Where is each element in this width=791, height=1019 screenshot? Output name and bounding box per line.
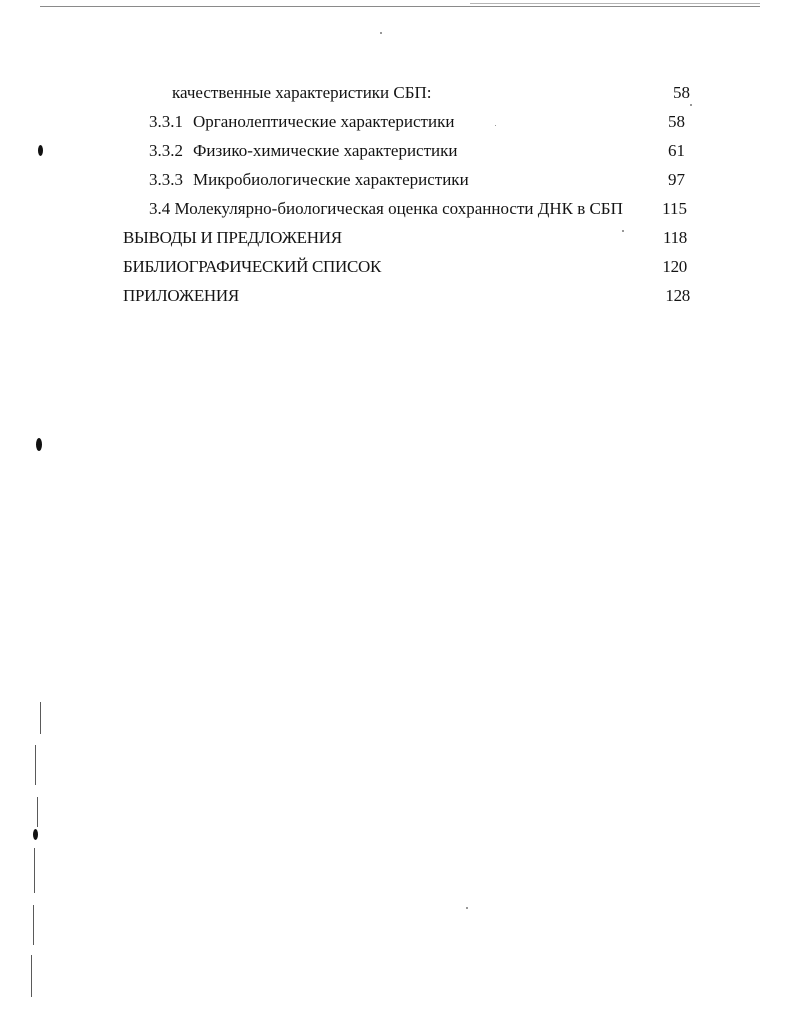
toc-entry bbox=[149, 197, 687, 221]
scan-artifact-edge-line bbox=[35, 745, 36, 785]
toc-entry-page: 118 bbox=[663, 228, 687, 247]
toc-entry-page: 115 bbox=[662, 199, 687, 218]
top-border-line-secondary bbox=[470, 3, 760, 4]
toc-entry bbox=[123, 255, 687, 279]
toc-entry bbox=[149, 168, 685, 192]
scan-artifact-speck bbox=[380, 32, 382, 34]
toc-entry-label: ПРИЛОЖЕНИЯ bbox=[123, 286, 239, 305]
scan-artifact-speck bbox=[622, 230, 624, 232]
scan-artifact-edge-line bbox=[34, 848, 35, 893]
scan-artifact-edge-line bbox=[40, 702, 41, 734]
toc-entry-label: ВЫВОДЫ И ПРЕДЛОЖЕНИЯ bbox=[123, 228, 342, 247]
toc-entry bbox=[172, 81, 690, 105]
toc-entry bbox=[149, 110, 685, 134]
scan-artifact-speck bbox=[690, 104, 692, 106]
toc-entry-label: Физико-химические характеристики bbox=[193, 141, 458, 160]
toc-entry-page: 128 bbox=[665, 286, 690, 305]
toc-entry-label: Микробиологические характеристики bbox=[193, 170, 469, 189]
toc-entry-page: 120 bbox=[662, 257, 687, 276]
toc-entry-page: 58 bbox=[673, 83, 690, 102]
top-border-line bbox=[40, 6, 760, 7]
scan-artifact-edge-line bbox=[37, 797, 38, 827]
scan-artifact-edge-line bbox=[33, 905, 34, 945]
toc-entry-page: 61 bbox=[668, 141, 685, 160]
toc-entry-label: Органолептические характеристики bbox=[193, 112, 455, 131]
toc-entry-number: 3.3.3 bbox=[149, 170, 183, 189]
toc-entry-page: 97 bbox=[668, 170, 685, 189]
toc-entry-number: 3.3.2 bbox=[149, 141, 183, 160]
scan-artifact-edge-line bbox=[31, 955, 32, 997]
toc-entry bbox=[123, 226, 687, 250]
toc-entry bbox=[123, 284, 690, 308]
toc-entry-number: 3.3.1 bbox=[149, 112, 183, 131]
toc-entry-label: 3.4 Молекулярно-биологическая оценка сохранности ДНК в СБП bbox=[149, 199, 623, 218]
scan-artifact-hole bbox=[36, 438, 42, 451]
toc-entry-page: 58 bbox=[668, 112, 685, 131]
scan-artifact-hole bbox=[33, 829, 38, 840]
toc-entry-label: качественные характеристики СБП: bbox=[172, 83, 432, 102]
toc-entry bbox=[149, 139, 685, 163]
scan-artifact-hole bbox=[38, 145, 43, 156]
scan-artifact-speck bbox=[495, 125, 496, 126]
scan-artifact-speck bbox=[466, 907, 468, 909]
toc-entry-label: БИБЛИОГРАФИЧЕСКИЙ СПИСОК bbox=[123, 257, 382, 276]
